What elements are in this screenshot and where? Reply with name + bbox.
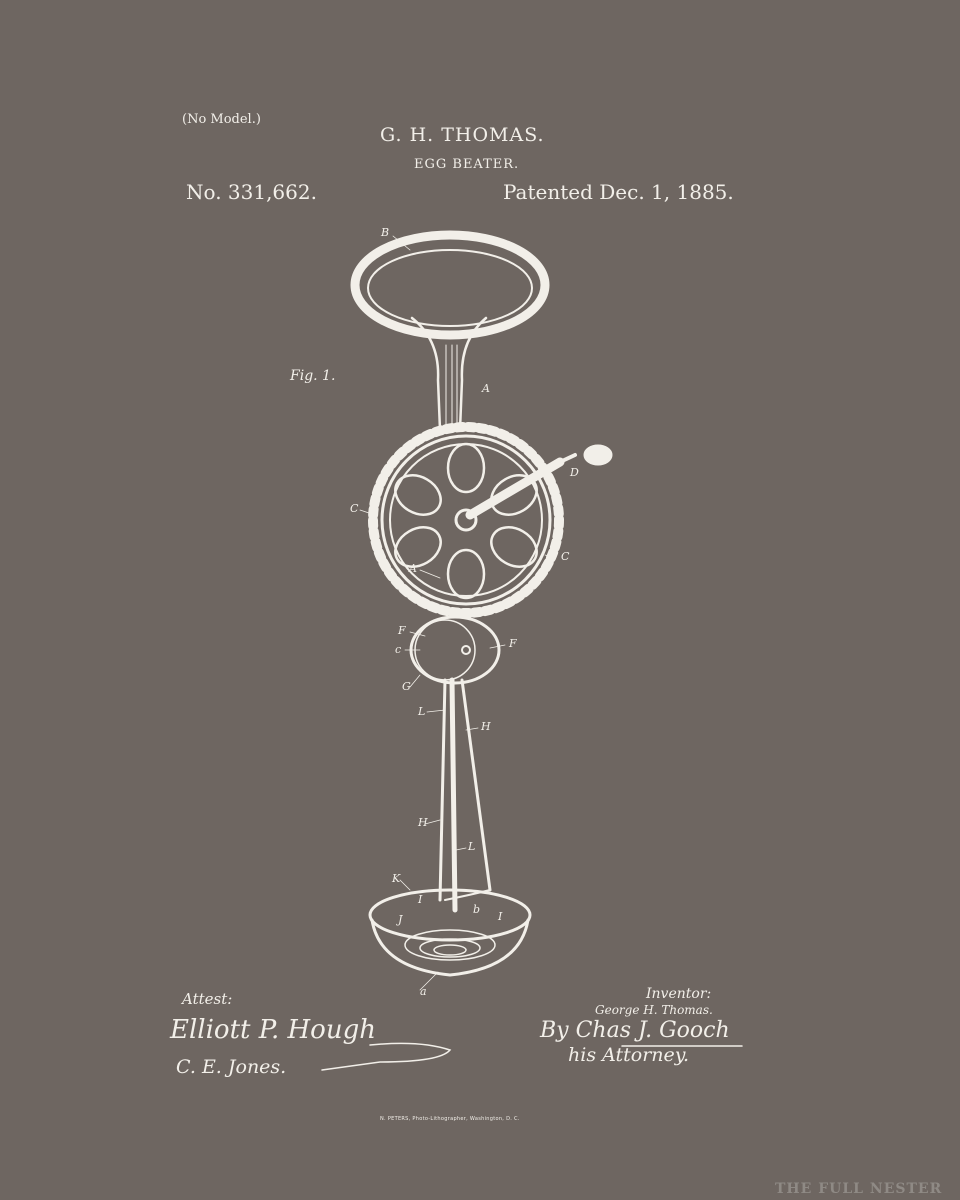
label-i-left: I — [418, 893, 423, 906]
inventor-heading: G. H. THOMAS. — [380, 124, 545, 146]
patent-date: Patented Dec. 1, 1885. — [503, 180, 734, 204]
label-g: G — [402, 680, 411, 693]
label-b: B — [381, 226, 390, 239]
attorney-signature: By Chas J. Gooch — [540, 1018, 730, 1043]
figure-title: Fig. 1. — [290, 368, 336, 384]
invention-title: EGG BEATER. — [414, 157, 520, 172]
label-j: J — [398, 913, 403, 926]
label-c-left: C — [350, 502, 359, 515]
label-f-left: F — [398, 624, 406, 637]
label-a-small: a — [420, 985, 427, 998]
attest-label: Attest: — [182, 990, 233, 1008]
no-model-label: (No Model.) — [182, 112, 261, 127]
witness-signature-2: C. E. Jones. — [176, 1056, 287, 1078]
attorney-label: his Attorney. — [568, 1044, 690, 1066]
label-c-right: C — [561, 550, 570, 563]
witness-signature-1: Elliott P. Hough — [170, 1015, 376, 1045]
lithographer-credit: N. PETERS, Photo-Lithographer, Washington, D. C. — [380, 1116, 520, 1122]
label-i-right: I — [498, 910, 503, 923]
label-a-hub: A — [409, 562, 417, 575]
label-h-upper: H — [481, 720, 491, 733]
inventor-label: Inventor: — [646, 986, 712, 1002]
label-d: D — [570, 466, 579, 479]
label-h-lower: H — [418, 816, 428, 829]
patent-number: No. 331,662. — [186, 180, 317, 204]
label-c-small: c — [395, 643, 402, 656]
label-a-handle: A — [482, 382, 490, 395]
label-f-right: F — [509, 637, 517, 650]
label-l-lower: L — [468, 840, 476, 853]
inventor-signature: George H. Thomas. — [595, 1003, 713, 1017]
label-l-upper: L — [418, 705, 426, 718]
watermark: THE FULL NESTER — [775, 1181, 943, 1197]
label-b-small: b — [473, 903, 481, 916]
label-k: K — [392, 872, 401, 885]
